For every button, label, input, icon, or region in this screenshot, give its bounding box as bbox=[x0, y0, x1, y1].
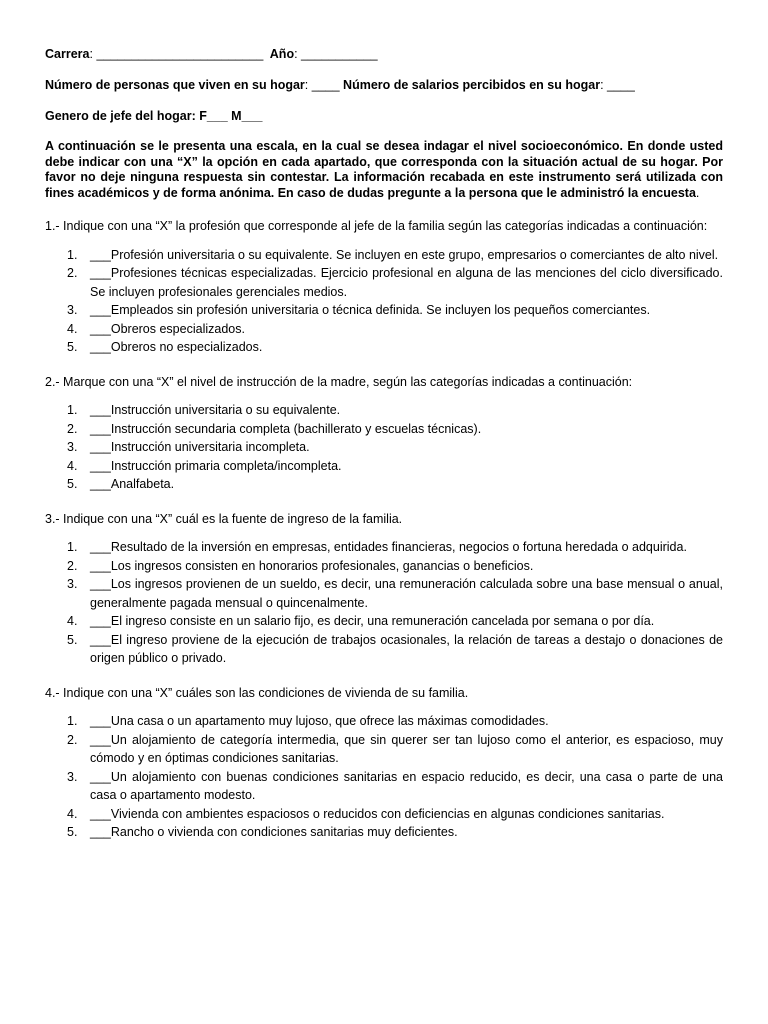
question-4-option-4 bbox=[45, 805, 723, 824]
option-number: 3. bbox=[67, 303, 78, 317]
question-3-option-3 bbox=[45, 575, 723, 612]
personas-blank: ____ bbox=[308, 78, 340, 92]
option-text: ___Vivienda con ambientes espaciosos o reducidos con deficiencias en algunas condiciones sanitarias. bbox=[90, 806, 665, 821]
question-1-option-2 bbox=[45, 264, 723, 301]
option-number: 4. bbox=[67, 458, 78, 473]
option-number: 5. bbox=[67, 477, 78, 491]
question-2-option-3 bbox=[45, 438, 723, 457]
question-2-option-5 bbox=[45, 475, 723, 494]
option-number: 3. bbox=[67, 577, 78, 591]
intro-text: A continuación se le presenta una escala, en la cual se desea indagar el nivel socioeconómico. En donde usted debe indicar con una “X” la opción en cada apartado, que corresponda con la situación actual de su hogar. Por favor no deje ninguna respuesta sin contestar. La información recabada en este instrumento será utilizada con fines académicos y de forma anónima. En caso de dudas pregunte a la persona que le administró la encuesta bbox=[45, 139, 723, 200]
salarios-colon: : bbox=[600, 78, 604, 92]
question-1-prompt: 1.- Indique con una “X” la profesión que corresponde al jefe de la familia según las categorías indicadas a continuación: bbox=[45, 219, 708, 233]
option-number: 3. bbox=[67, 769, 78, 784]
question-1-option-5 bbox=[45, 338, 723, 357]
option-text: ___Una casa o un apartamento muy lujoso, que ofrece las máximas comodidades. bbox=[90, 714, 549, 728]
option-text: ___El ingreso proviene de la ejecución de trabajos ocasionales, la relación de tareas a destajo o donaciones de origen público o privado. bbox=[90, 632, 723, 665]
option-number: 2. bbox=[67, 266, 78, 280]
option-text: ___Obreros no especializados. bbox=[90, 340, 263, 354]
question-4-option-2 bbox=[45, 731, 723, 768]
question-3-option-5 bbox=[45, 631, 723, 668]
personas-label: Número de personas que viven en su hogar bbox=[45, 78, 305, 92]
anio-blank: ___________ bbox=[297, 47, 378, 61]
option-text: ___Los ingresos consisten en honorarios profesionales, ganancias o beneficios. bbox=[90, 558, 534, 573]
question-2-prompt: 2.- Marque con una “X” el nivel de instrucción de la madre, según las categorías indicadas a continuación: bbox=[45, 374, 633, 389]
option-text: ___Analfabeta. bbox=[90, 477, 175, 491]
option-text: ___Instrucción universitaria incompleta. bbox=[90, 440, 310, 454]
question-1-option-4 bbox=[45, 320, 723, 339]
question-2-option-4 bbox=[45, 457, 723, 476]
option-text: ___Empleados sin profesión universitaria o técnica definida. Se incluyen los pequeños comerciantes. bbox=[90, 303, 651, 317]
question-4-prompt: 4.- Indique con una “X” cuáles son las condiciones de vivienda de su familia. bbox=[45, 685, 469, 700]
option-number: 5. bbox=[67, 632, 78, 647]
question-3-options bbox=[45, 538, 723, 668]
question-2-option-2 bbox=[45, 420, 723, 439]
option-number: 3. bbox=[67, 440, 78, 454]
question-2-option-1 bbox=[45, 401, 723, 420]
option-number: 2. bbox=[67, 421, 78, 436]
question-3-option-1 bbox=[45, 538, 723, 557]
question-1-option-1 bbox=[45, 246, 723, 265]
question-1-option-3 bbox=[45, 301, 723, 320]
option-number: 4. bbox=[67, 806, 78, 821]
personas-colon: : bbox=[304, 78, 309, 92]
option-number: 1. bbox=[67, 403, 78, 417]
option-number: 5. bbox=[67, 340, 78, 354]
intro-tail: . bbox=[695, 185, 700, 200]
option-number: 1. bbox=[67, 540, 78, 554]
intro-paragraph bbox=[45, 139, 723, 201]
questions-container bbox=[45, 217, 723, 842]
header-genero-line bbox=[45, 107, 723, 125]
carrera-label: Carrera bbox=[45, 47, 90, 61]
carrera-colon: : bbox=[89, 47, 93, 61]
option-text: ___Instrucción primaria completa/incompleta. bbox=[90, 458, 342, 473]
option-text: ___Profesión universitaria o su equivalente. Se incluyen en este grupo, empresarios o comerciantes de alto nivel. bbox=[90, 247, 719, 262]
option-text: ___Obreros especializados. bbox=[90, 321, 245, 336]
header-personas-salarios-line bbox=[45, 76, 723, 94]
option-number: 1. bbox=[67, 247, 78, 262]
question-4-option-1 bbox=[45, 712, 723, 731]
question-3-prompt: 3.- Indique con una “X” cuál es la fuente de ingreso de la familia. bbox=[45, 511, 403, 526]
header-carrera-anio-line bbox=[45, 45, 723, 63]
question-4-option-3 bbox=[45, 768, 723, 805]
question-2-options bbox=[45, 401, 723, 494]
question-4-options bbox=[45, 712, 723, 842]
option-text: ___Un alojamiento de categoría intermedia, que sin querer ser tan lujoso como el anterior, es espacioso, muy cómodo y en óptimas condiciones sanitarias. bbox=[90, 732, 723, 765]
option-number: 2. bbox=[67, 732, 78, 747]
question-3-option-4 bbox=[45, 612, 723, 631]
anio-colon: : bbox=[294, 47, 298, 61]
option-number: 4. bbox=[67, 321, 78, 336]
salarios-label: Número de salarios percibidos en su hogar bbox=[343, 78, 601, 92]
option-number: 5. bbox=[67, 825, 78, 839]
option-number: 1. bbox=[67, 714, 78, 728]
option-text: ___El ingreso consiste en un salario fijo, es decir, una remuneración cancelada por semana o por día. bbox=[90, 614, 655, 628]
option-text: ___Rancho o vivienda con condiciones sanitarias muy deficientes. bbox=[90, 825, 458, 839]
question-1-options bbox=[45, 246, 723, 357]
option-text: ___Instrucción universitaria o su equivalente. bbox=[90, 403, 341, 417]
option-number: 4. bbox=[67, 614, 78, 628]
option-text: ___Profesiones técnicas especializadas. Ejercicio profesional en alguna de las menciones del ciclo diversificado. Se incluyen profesionales gerenciales medios. bbox=[90, 266, 723, 299]
question-3-option-2 bbox=[45, 557, 723, 576]
option-number: 2. bbox=[67, 558, 78, 573]
option-text: ___Resultado de la inversión en empresas, entidades financieras, negocios o fortuna heredada o adquirida. bbox=[90, 540, 687, 554]
question-4-option-5 bbox=[45, 823, 723, 842]
anio-label: Año bbox=[269, 47, 295, 61]
salarios-blank: ____ bbox=[603, 78, 635, 92]
option-text: ___Un alojamiento con buenas condiciones sanitarias en espacio reducido, es decir, una casa o parte de una casa o apartamento modesto. bbox=[90, 769, 723, 802]
genero-text: Genero de jefe del hogar: F___ M___ bbox=[45, 109, 263, 123]
option-text: ___Los ingresos provienen de un sueldo, es decir, una remuneración calculada sobre una base mensual o anual, generalmente pagada mensual o quincenalmente. bbox=[90, 577, 723, 610]
option-text: ___Instrucción secundaria completa (bachillerato y escuelas técnicas). bbox=[90, 421, 482, 436]
carrera-blank: ________________________ bbox=[92, 47, 264, 61]
